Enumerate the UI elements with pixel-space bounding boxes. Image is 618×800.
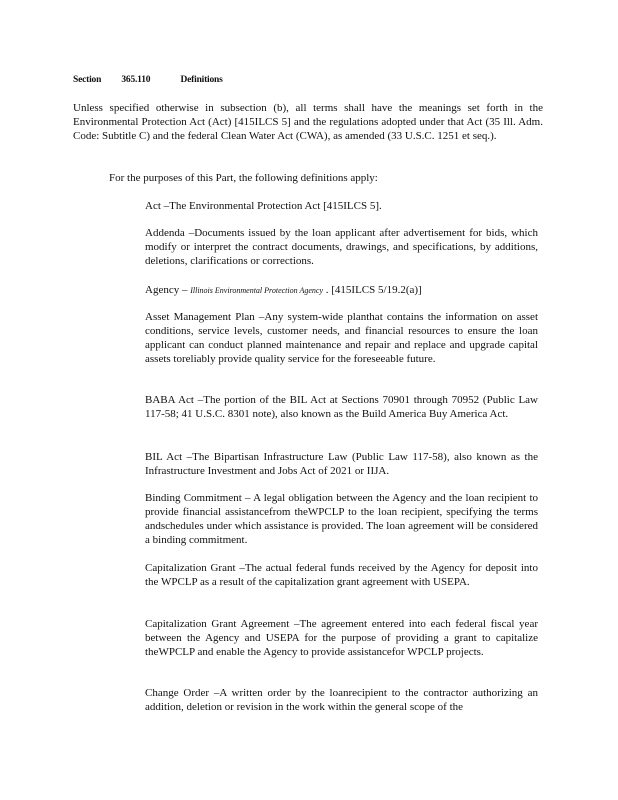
- section-label: Section: [73, 75, 102, 85]
- definition-addenda: Addenda –Documents issued by the loan applicant after advertisement for bids, which modify or interpret the contract documents, drawings, and specifications, by additions, deletions, clarifications or corrections.: [145, 227, 538, 267]
- definition-bil-act: BIL Act –The Bipartisan Infrastructure Law (Public Law 117-58), also known as the Infrastructure Investment and Jobs Act of 2021 or IIJA.: [145, 451, 538, 477]
- definition-agency: [145, 283, 538, 298]
- intro-paragraph: Unless specified otherwise in subsection (b), all terms shall have the meanings set forth in the Environmental Protection Act (Act) [415ILCS 5] and the regulations adopted under that Act (35 Ill. Adm. Code: Subtitle C) and the federal Clean Water Act (CWA), as amended (33 U.S.C. 1251 et seq.).: [73, 102, 543, 142]
- definition-capitalization-grant: Capitalization Grant –The actual federal funds received by the Agency for deposit into the WPCLP as a result of the capitalization grant agreement with USEPA.: [145, 562, 538, 588]
- agency-expansion: Illinois Environmental Protection Agency: [190, 286, 324, 295]
- section-number: 365.110: [121, 75, 151, 85]
- definition-change-order: Change Order –A written order by the loanrecipient to the contractor authorizing an addition, deletion or revision in the work within the general scope of the: [145, 687, 538, 713]
- section-title: Definitions: [180, 75, 223, 85]
- definition-baba-act: BABA Act –The portion of the BIL Act at Sections 70901 through 70952 (Public Law 117-58; 41 U.S.C. 8301 note), also known as the Build America Buy America Act.: [145, 394, 538, 420]
- definition-asset-management-plan: Asset Management Plan –Any system-wide planthat contains the information on asset conditions, service levels, customer needs, and financial resources to ensure the loan applicant can conduct planned maintenance and repair and replace and upgrade capital assets toreliably provide quality service for the foreseeable future.: [145, 311, 538, 365]
- section-heading: [73, 75, 223, 85]
- agency-term: Agency –: [145, 284, 188, 296]
- definition-act: Act –The Environmental Protection Act [415ILCS 5].: [145, 200, 382, 212]
- definition-binding-commitment: Binding Commitment – A legal obligation between the Agency and the loan recipient to provide financial assistancefrom theWPCLP to the loan recipient, specifying the terms andschedules under which assistance is provided. The loan agreement will be considered a binding commitment.: [145, 492, 538, 546]
- purposes-paragraph: For the purposes of this Part, the following definitions apply:: [109, 172, 378, 184]
- definition-capitalization-grant-agreement: Capitalization Grant Agreement –The agreement entered into each federal fiscal year between the Agency and USEPA for the purpose of providing a grant to capitalize theWPCLP and enable the Agency to provide assistancefor WPCLP projects.: [145, 618, 538, 658]
- agency-citation: . [415ILCS 5/19.2(a)]: [325, 284, 422, 296]
